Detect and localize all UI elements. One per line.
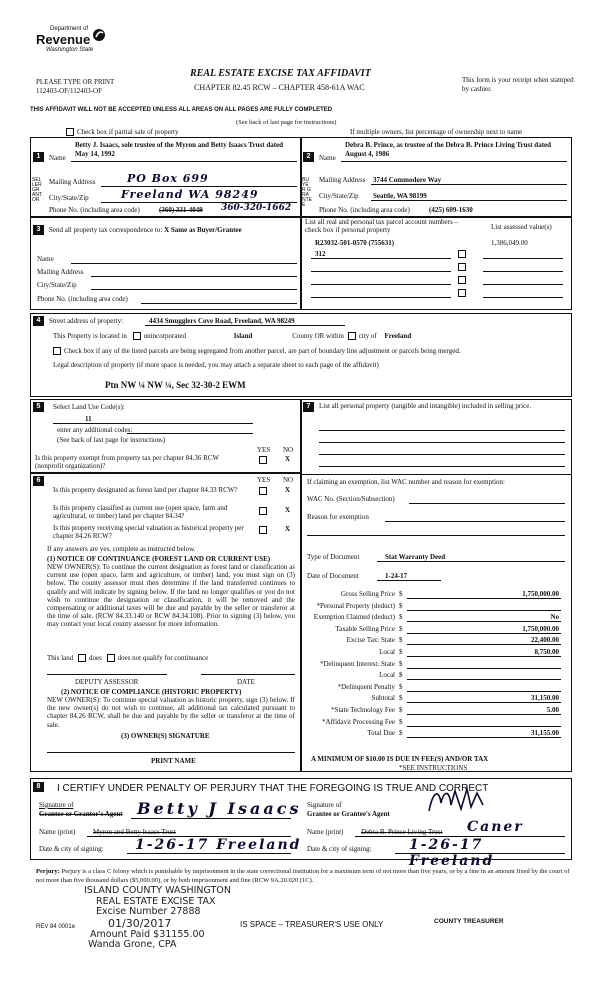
city-checkbox[interactable] <box>348 332 356 340</box>
fee-value: 8,750.00 <box>534 648 559 656</box>
yes-header-6: YES <box>257 476 271 484</box>
fee-row <box>291 706 571 716</box>
grantee-name-print-hw: Caner <box>467 819 524 835</box>
fee-value: 31,150.00 <box>531 694 559 703</box>
historic-question: Is this property receiving special valuation as historical property per chapter 84.26 RCW? <box>53 524 244 540</box>
fee-dollar-sign: $ <box>399 636 403 645</box>
partial-sale-checkbox[interactable] <box>66 128 178 136</box>
section-number-4: 4 <box>33 316 44 326</box>
fee-underline <box>407 656 561 657</box>
personal-property-checkbox-2[interactable] <box>458 263 466 271</box>
personal-property-label: List all personal property (tangible and intangible) included in selling price. <box>319 402 532 410</box>
fee-row <box>291 660 571 670</box>
certification-section <box>30 778 572 869</box>
see-instructions-text: *SEE INSTRUCTIONS <box>399 764 468 772</box>
please-type: PLEASE TYPE OR PRINT <box>36 78 115 86</box>
multi-owner-note: If multiple owners, list percentage of ownership next to name <box>350 128 523 136</box>
legal-desc-label: Legal description of property (if more space is needed, you may attach a separate sheet to each page of the affidavit) <box>53 361 379 369</box>
treasurer-space-note: IS SPACE – TREASURER'S USE ONLY <box>240 920 384 929</box>
print-name-label: PRINT NAME <box>151 757 196 765</box>
does-label: does <box>89 654 102 662</box>
seller-side-label: SELLER GRANTOR <box>32 177 42 203</box>
buyer-mailing-label: Mailing Address <box>319 176 366 184</box>
land-use-section <box>30 399 302 473</box>
fee-row <box>291 648 571 658</box>
county-value: Island <box>233 332 253 340</box>
seller-city-label: City/State/Zip <box>49 194 89 202</box>
fee-dollar-sign: $ <box>399 729 403 738</box>
grantor-sig-of: Signature of <box>39 801 74 809</box>
notice2-body: NEW OWNER(S): To continue special valuation as historic property, sign (3) below. If the new owner(s) do not wish to continue, all additional tax calculated pursuant to chapter 84.26 RCW, shall be due and payable by the seller or transferor at the time of sale. <box>47 696 295 729</box>
grantee-name-print-label: Name (print) <box>307 828 344 836</box>
grantee-name-print-struck: Debra B. Prince Living Trust <box>361 828 443 836</box>
current-use-question: Is this property classified as current use (open space, farm and agricultural, or timber) land per chapter 84.34? <box>53 504 228 520</box>
buyer-phone-label: Phone No. (including area code) <box>319 206 410 214</box>
correspondence-text: Send all property tax correspondence to: <box>49 226 163 234</box>
fee-label: Total Due <box>367 729 395 738</box>
treasurer-stamp <box>84 886 264 951</box>
wac-label: WAC No. (Section/Subsection) <box>307 495 395 503</box>
fee-dollar-sign: $ <box>399 648 403 656</box>
exempt-no-mark: X <box>285 455 291 463</box>
seller-phone-value: 360-320-1662 <box>221 203 292 213</box>
no-header-5: NO <box>283 446 294 454</box>
department-logo <box>36 26 106 58</box>
fee-label: Local <box>379 671 395 680</box>
fee-label: *Delinquent Penalty <box>337 682 395 691</box>
grantor-name-print-struck: Myron and Betty Isaacs Trust <box>93 828 176 836</box>
fee-row <box>291 729 571 739</box>
section-number-5: 5 <box>33 402 44 412</box>
corr-city-label: City/State/Zip <box>37 281 77 289</box>
fee-underline <box>407 598 561 599</box>
seller-city-value: Freeland WA 98249 <box>121 188 259 201</box>
county-or-text: County OR within <box>292 332 344 340</box>
stamp-line-2: REAL ESTATE EXCISE TAX <box>96 895 216 907</box>
assessed-1: 1,386,049.00 <box>491 239 528 247</box>
doc-type-value: Stat Warranty Deed <box>385 553 446 561</box>
fee-value: 5.00 <box>546 706 559 714</box>
located-in-text: This Property is located in <box>53 332 127 340</box>
additional-codes-label: enter any additional codes: <box>57 426 133 434</box>
seller-phone-label: Phone No. (including area code) <box>49 206 140 214</box>
grantee-date-value: 1-26-17 Freeland <box>409 837 495 869</box>
if-yes-text: If any answers are yes, complete as instructed below. <box>47 545 196 553</box>
perjury-label: Perjury: <box>36 868 60 875</box>
personal-property-checkbox-1[interactable] <box>458 250 466 258</box>
see-back-text: (See back of last page for instructions) <box>236 119 337 126</box>
corr-name-label: Name <box>37 255 54 263</box>
fee-underline <box>407 714 561 715</box>
grantor-signature: Betty J Isaacs <box>137 799 302 818</box>
personal-property-checkbox-4[interactable] <box>458 289 466 297</box>
certify-statement: I CERTIFY UNDER PENALTY OF PERJURY THAT THE FOREGOING IS TRUE AND CORRECT <box>57 783 489 794</box>
doc-date-label: Date of Document <box>307 572 359 580</box>
fee-underline <box>407 621 561 622</box>
grantor-date-value: 1-26-17 Freeland <box>135 837 302 853</box>
fee-underline <box>407 702 561 703</box>
fee-dollar-sign: $ <box>399 671 403 680</box>
fee-underline <box>407 737 561 738</box>
fee-dollar-sign: $ <box>399 694 403 703</box>
exempt-question: Is this property exempt from property tax per chapter 84.36 RCW (nonprofit organization)? <box>35 454 219 470</box>
buyer-name-label: Name <box>319 154 336 162</box>
grantee-signature <box>421 785 511 815</box>
historic-no-mark: X <box>285 525 291 533</box>
doc-date-value: 1-24-17 <box>385 572 408 580</box>
stamp-line-4: 01/30/2017 <box>108 916 172 930</box>
fee-label: Gross Selling Price <box>340 590 395 598</box>
personal-property-checkbox-3[interactable] <box>458 276 466 284</box>
segregated-checkbox[interactable] <box>53 347 61 355</box>
fee-row <box>291 625 571 635</box>
seller-phone-struck: (360) 331-4049 <box>159 206 203 214</box>
stamp-line-1: ISLAND COUNTY WASHINGTON <box>84 885 231 896</box>
fee-value: 1,750,000.00 <box>522 624 559 633</box>
located-in-row <box>53 332 411 340</box>
partial-sale-label: Check box if partial sale of property <box>77 128 179 136</box>
buyer-phone-value: (425) 609-1630 <box>429 206 473 214</box>
corr-mailing-label: Mailing Address <box>37 268 84 276</box>
city-value: Freeland <box>384 332 412 340</box>
corr-phone-label: Phone No. (including area code) <box>37 295 128 303</box>
grantor-name-print-label: Name (print) <box>39 828 76 836</box>
minimum-due-text: A MINIMUM OF $10.00 IS DUE IN FEE(S) AND/OR TAX <box>311 755 489 763</box>
section-number-8: 8 <box>33 782 44 792</box>
grantor-agent-label: Grantor or Grantor's Agent <box>39 810 123 818</box>
land-use-see-back: (See back of last page for instructions) <box>57 436 166 444</box>
exempt-yes-checkbox[interactable] <box>259 456 267 464</box>
exemption-label: If claiming an exemption, list WAC number and reason for exemption: <box>307 478 505 486</box>
buyer-side-label: BUYER GRANTEE <box>302 177 312 208</box>
deputy-date-label: DATE <box>237 678 255 686</box>
fee-row <box>291 671 571 681</box>
correspondence-section <box>30 216 302 310</box>
fee-row <box>291 694 571 704</box>
section-number-7: 7 <box>303 402 314 412</box>
fee-label: *State Technology Fee <box>331 706 395 714</box>
land-use-code: 11 <box>85 415 92 423</box>
same-as-buyer: X Same as Buyer/Grantee <box>164 226 242 234</box>
parcel-section <box>300 216 572 310</box>
fee-label: *Personal Property (deduct) <box>316 601 395 610</box>
buyer-city-value: Seattle, WA 98199 <box>373 192 427 200</box>
current-use-yes-checkbox[interactable] <box>259 507 267 515</box>
land-label: This land <box>47 654 74 662</box>
section-number-6: 6 <box>33 476 44 486</box>
deputy-assessor-label: DEPUTY ASSESSOR <box>75 678 139 686</box>
fee-underline <box>407 644 561 645</box>
fee-underline <box>407 610 561 611</box>
land-qualify-row <box>47 654 208 662</box>
fee-label: *Delinquent Interest: State <box>319 659 395 668</box>
forest-current-use-section <box>30 473 302 772</box>
seller-name-label: Name <box>49 154 66 162</box>
seller-mailing-value: PO Box 699 <box>127 172 209 185</box>
personal-property-section <box>300 399 572 772</box>
fee-dollar-sign: $ <box>399 706 403 714</box>
does-not-label: does not qualify for continuance <box>117 654 209 662</box>
fee-row <box>291 613 571 623</box>
forest-question: Is this property designated as forest land per chapter 84.33 RCW? <box>53 486 238 494</box>
section-number-1: 1 <box>33 152 44 162</box>
street-value: 4434 Smugglers Cove Road, Freeland, WA 98249 <box>149 317 295 325</box>
forest-yes-checkbox[interactable] <box>259 487 267 495</box>
fee-dollar-sign: $ <box>399 624 403 633</box>
section-number-3: 3 <box>33 225 44 235</box>
form-chapter: CHAPTER 82.45 RCW – CHAPTER 458-61A WAC <box>194 83 365 92</box>
fee-row <box>291 683 571 693</box>
fee-underline <box>407 679 561 680</box>
does-checkbox[interactable] <box>78 654 86 662</box>
unincorporated-checkbox[interactable] <box>133 332 141 340</box>
historic-yes-checkbox[interactable] <box>259 526 267 534</box>
fee-row <box>291 590 571 600</box>
fee-dollar-sign: $ <box>399 659 403 668</box>
county-treasurer-label: COUNTY TREASURER <box>434 918 504 925</box>
segregated-text: Check box if any of the listed parcels are being segregated from another parcel, are part of boundary line adjustment or parcels being merged. <box>64 347 461 355</box>
fee-underline <box>407 691 561 692</box>
street-label: Street address of property: <box>49 317 124 325</box>
grantee-agent-label: Grantee or Grantee's Agent <box>307 810 390 818</box>
city-of-label: city of <box>358 332 377 340</box>
notice1-title: (1) NOTICE OF CONTINUANCE (FOREST LAND OR CURRENT USE) <box>47 555 271 563</box>
dept-swoosh-icon <box>92 28 106 42</box>
warning-text: THIS AFFIDAVIT WILL NOT BE ACCEPTED UNLESS ALL AREAS ON ALL PAGES ARE FULLY COMPLETED <box>30 107 333 113</box>
fee-value: 31,155.00 <box>531 729 559 738</box>
perjury-text: Perjury is a class C felony which is punishable by imprisonment in the state correctional institution for a maximum term of not more than five years, or by a fine in an amount fixed by the court of not more than five thousand dollars ($5,000.00), or by both imprisonment and fine (RCW 9A.20.020 (1C). <box>36 868 570 884</box>
parcel-1: R23032-501-0570 (755631) <box>315 239 395 247</box>
stamp-line-6: Wanda Grone, CPA <box>88 939 177 950</box>
parcel-1b: 312 <box>315 250 326 258</box>
correspondence-label <box>49 226 242 234</box>
dept-small-text: Department of <box>50 26 89 32</box>
fee-label: *Affidavit Processing Fee <box>322 717 395 726</box>
current-use-no-mark: X <box>285 506 291 514</box>
rev-code: REV 84 0001e <box>36 924 76 930</box>
buyer-grantee-section <box>300 137 572 218</box>
does-not-checkbox[interactable] <box>107 654 115 662</box>
buyer-mailing-value: 3744 Commodore Way <box>373 176 442 184</box>
fee-label: Taxable Selling Price <box>335 624 395 633</box>
forest-no-mark: X <box>285 486 291 494</box>
dept-name-text: Revenue <box>36 32 91 47</box>
fee-value: No <box>550 613 559 622</box>
notice2-title: (2) NOTICE OF COMPLIANCE (HISTORIC PROPERTY) <box>61 688 242 696</box>
seller-grantor-section <box>30 137 302 218</box>
grantee-sig-of: Signature of <box>307 801 342 809</box>
form-title: REAL ESTATE EXCISE TAX AFFIDAVIT <box>190 68 371 79</box>
doc-type-label: Type of Document <box>307 553 360 561</box>
section-number-2: 2 <box>303 152 314 162</box>
assessed-header: List assessed value(s) <box>491 223 552 231</box>
seller-name-value: Betty J. Isaacs, sole trustee of the Myron and Betty Isaacs Trust dated May 14, 1992 <box>75 141 284 158</box>
fee-label: Subtotal <box>371 694 395 703</box>
land-use-label: Select Land Use Code(s): <box>53 403 125 411</box>
no-header-6: NO <box>283 476 294 484</box>
stamp-line-5: Amount Paid $31155.00 <box>90 928 205 940</box>
owner-signature-label: (3) OWNER(S) SIGNATURE <box>121 732 210 740</box>
legal-desc-value: Ptn NW ¼ NW ¼, Sec 32-30-2 EWM <box>105 380 246 390</box>
fee-value: 22,400.00 <box>531 636 559 645</box>
fee-dollar-sign: $ <box>399 717 403 726</box>
notice1-body: NEW OWNER(S): To continue the current designation as forest land or classification as current use (open space, farm and agriculture, or timber) land, you must sign on (3) below. The county assessor must then determine if the land transferred continues to qualify and will indicate by signing below. If the land no longer qualifies or you do not wish to continue the designation or classification, it will be removed and the compensating or additional taxes will be due and payable by the seller or transferor at the time of sale. (RCW 84.33.140 or RCW 84.34.108). Prior to signing (3) below, you may contact your local county assessor for more information. <box>47 563 295 629</box>
form-codes: 112403-OF/112403-OF <box>36 87 102 95</box>
grantee-date-label: Date & city of signing: <box>307 845 372 853</box>
buyer-city-label: City/State/Zip <box>319 192 359 200</box>
fee-label: Exemption Claimed (deduct) <box>313 613 395 622</box>
grantor-date-label: Date & city of signing: <box>39 845 104 853</box>
seller-mailing-label: Mailing Address <box>49 178 96 186</box>
fee-dollar-sign: $ <box>399 682 403 691</box>
fee-dollar-sign: $ <box>399 613 403 622</box>
fee-row <box>291 636 571 646</box>
buyer-name-value: Debra B. Prince, as trustee of the Debra B. Prince Living Trust dated August 4, 1986 <box>345 141 552 158</box>
fee-dollar-sign: $ <box>399 601 403 610</box>
fee-underline <box>407 633 561 634</box>
dept-state-text: Washington State <box>46 47 94 53</box>
fee-row <box>291 718 571 728</box>
parcel-header: List all real and personal tax parcel account numbers – check box if personal property <box>305 218 458 234</box>
stamp-line-3: Excise Number 27888 <box>96 906 201 917</box>
segregated-row <box>53 347 461 355</box>
unincorporated-label: unincorporated <box>143 332 187 340</box>
fee-row <box>291 602 571 612</box>
fees-table <box>291 590 571 740</box>
yes-header-5: YES <box>257 446 271 454</box>
fee-dollar-sign: $ <box>399 590 403 598</box>
fee-underline <box>407 726 561 727</box>
fee-label: Excise Tax: State <box>346 636 395 645</box>
fee-value: 1,750,000.00 <box>522 590 559 598</box>
property-location-section <box>30 313 572 397</box>
receipt-note: This form is your receipt when stamped by cashier. <box>462 76 574 93</box>
perjury-notice <box>36 868 570 885</box>
exemption-reason-label: Reason for exemption <box>307 513 369 521</box>
fee-label: Local <box>379 648 395 656</box>
fee-underline <box>407 668 561 669</box>
